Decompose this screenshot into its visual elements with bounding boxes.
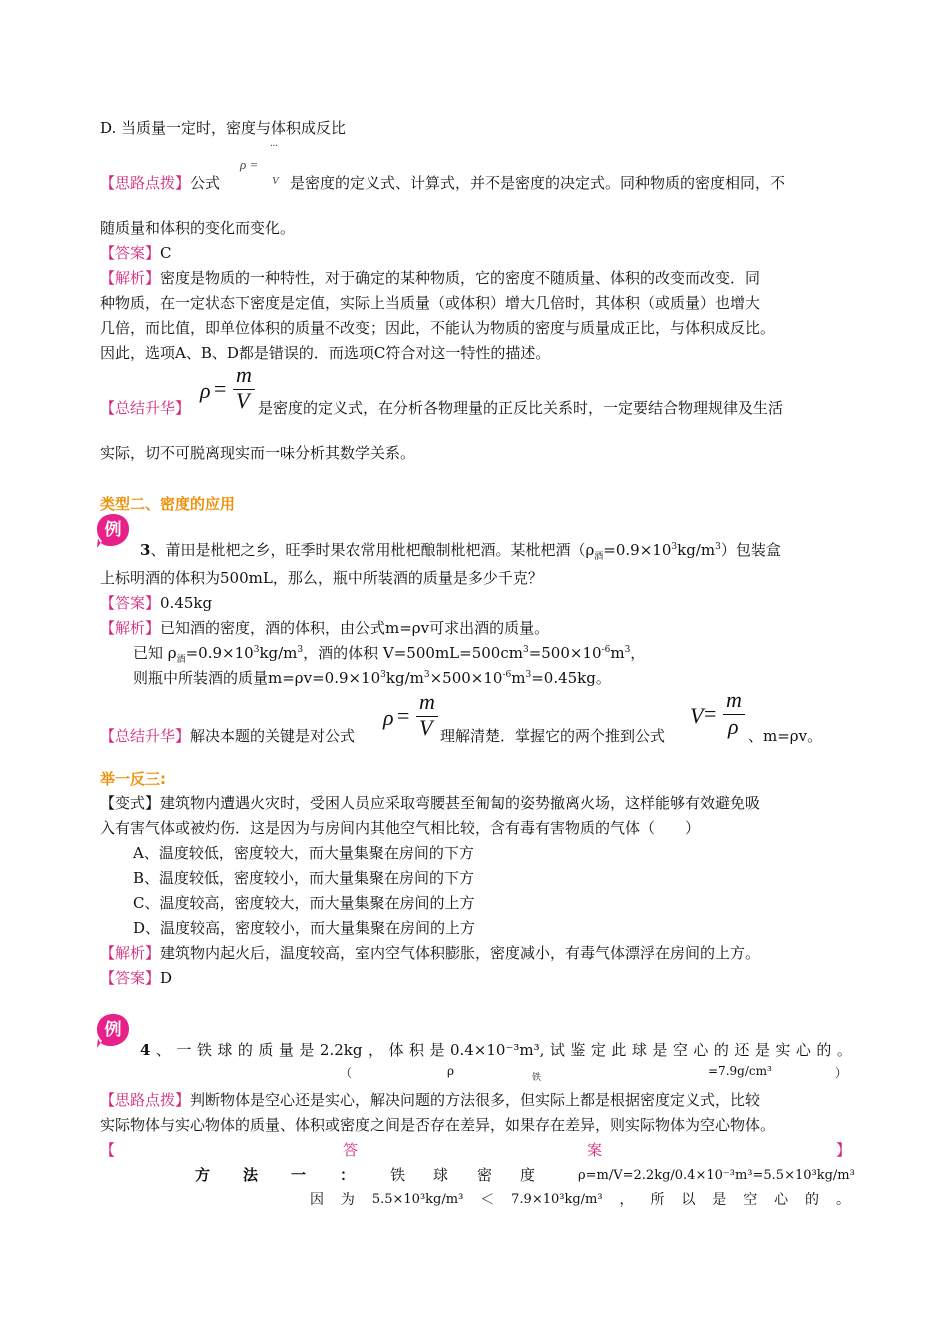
example4-word: 实 bbox=[775, 1041, 791, 1059]
example4-word: 积 bbox=[408, 1041, 424, 1059]
example3-line1 bbox=[140, 540, 781, 567]
formula-rho: ρ bbox=[383, 705, 394, 730]
formula-rho: ρ bbox=[728, 714, 739, 739]
hint-tag: 【思路点拨】 bbox=[100, 1091, 191, 1109]
example4-word: 球 bbox=[217, 1041, 233, 1059]
example4-line2 bbox=[100, 1062, 852, 1086]
analysis-tag: 【解析】 bbox=[100, 269, 161, 287]
summary-text-2: 实际，切不可脱离现实而一味分析其数学关系。 bbox=[100, 444, 416, 462]
example4-word: 此 bbox=[611, 1041, 627, 1059]
answer-1 bbox=[100, 243, 172, 263]
because-word: 5.5×10³kg/m³ bbox=[371, 1192, 464, 1207]
section-title: 类型二、密度的应用 bbox=[100, 495, 236, 513]
example3-text: 、莆田是枇杷之乡，旺季时果农常用枇杷酿制枇杷酒。某枇杷酒（ρ bbox=[150, 541, 595, 559]
formula-m: m bbox=[419, 689, 435, 714]
formula-v: V bbox=[690, 703, 704, 728]
example4-word: 的 bbox=[816, 1041, 832, 1059]
analysis-text: ，酒的体积 V=500mL=500cm bbox=[303, 644, 523, 662]
analysis3-line1 bbox=[100, 618, 549, 638]
analysis-line: 密度是物质的一种特性，对于确定的某种物质，它的密度不随质量、体积的改变而改变．同 bbox=[160, 269, 761, 287]
variant-text: 建筑物内遭遇火灾时，受困人员应采取弯腰甚至匍匐的姿势撤离火场，这样能够有效避免吸 bbox=[160, 794, 761, 812]
formula-eq: = bbox=[704, 701, 717, 726]
analysis-1 bbox=[100, 268, 852, 363]
answer-3 bbox=[100, 593, 212, 613]
variant-line2: 入有害气体或被灼伤．这是因为与房间内其他空气相比较，含有毒有害物质的气体（ ） bbox=[100, 819, 701, 837]
density-formula bbox=[200, 362, 260, 418]
method-one-line bbox=[100, 1165, 855, 1185]
formula-v: V bbox=[236, 388, 250, 413]
variant-analysis bbox=[100, 943, 760, 963]
analysis-line: 因此，选项A、B、D都是错误的．而选项C符合对这一特性的描述。 bbox=[100, 344, 551, 362]
sup-text: 3 bbox=[297, 645, 304, 655]
example4-word: 一 bbox=[176, 1041, 192, 1059]
example4-word: 试 bbox=[549, 1041, 565, 1059]
method-word: 密 bbox=[477, 1166, 493, 1184]
analysis-text: m bbox=[511, 669, 526, 687]
example4-word: 是 bbox=[754, 1041, 770, 1059]
because-word: 是 bbox=[712, 1192, 727, 1208]
answer-char: 答 bbox=[343, 1141, 359, 1159]
example4-word: 0.4×10⁻³m³, bbox=[449, 1041, 545, 1059]
analysis-text: ， bbox=[630, 644, 646, 662]
analysis-text: 已知 ρ bbox=[133, 644, 177, 662]
because-word: 心 bbox=[774, 1192, 789, 1208]
paren-open: （ bbox=[340, 1066, 353, 1080]
variant-option: D、温度较高，密度较小，而大量集聚在房间的上方 bbox=[133, 919, 476, 937]
because-word: ， bbox=[619, 1192, 634, 1208]
answer4-header bbox=[100, 1140, 852, 1160]
paren-close: ） bbox=[835, 1066, 848, 1080]
bracket-open: 【 bbox=[100, 1141, 116, 1159]
answer-tag: 【答案】 bbox=[100, 594, 161, 612]
formula-m: m bbox=[726, 687, 742, 712]
variant-answer bbox=[100, 968, 172, 988]
example-badge-icon bbox=[96, 1012, 130, 1048]
sup-text: 3 bbox=[522, 645, 529, 655]
analysis-text: =0.45kg。 bbox=[531, 669, 611, 687]
example4-word: 空 bbox=[672, 1041, 688, 1059]
analysis3-line3 bbox=[133, 668, 611, 688]
example4-word: ， bbox=[367, 1041, 383, 1059]
sup-text: -6 bbox=[502, 670, 512, 680]
formula-m: m bbox=[236, 362, 252, 387]
because-word: 。 bbox=[835, 1192, 850, 1208]
answer-value: C bbox=[160, 244, 172, 262]
summary-tag bbox=[100, 398, 190, 418]
sup-text: -6 bbox=[601, 645, 611, 655]
sub-text: 酒 bbox=[594, 552, 604, 562]
sup-text: 3 bbox=[380, 670, 386, 680]
because-word: 空 bbox=[743, 1192, 758, 1208]
option-d: D. 当质量一定时，密度与体积成反比 bbox=[100, 119, 347, 137]
method-word: 球 bbox=[433, 1166, 449, 1184]
analysis-line: 种物质，在一定状态下密度是定值，实际上当质量（或体积）增大几倍时，其体积（或质量）也增大 bbox=[100, 294, 761, 312]
formula-eq: = bbox=[214, 376, 227, 401]
example4-word: 还 bbox=[734, 1041, 750, 1059]
method-word: 度 bbox=[520, 1166, 536, 1184]
badge-text: 例 bbox=[104, 1020, 122, 1040]
analysis-tag: 【解析】 bbox=[100, 619, 161, 637]
sup-text: 3 bbox=[253, 645, 260, 655]
summary-text-1: 是密度的定义式，在分析各物理量的正反比关系时，一定要结合物理规律及生活 bbox=[258, 399, 784, 417]
because-word: 7.9×10³kg/m³ bbox=[511, 1192, 603, 1207]
because-line bbox=[310, 1190, 850, 1210]
method-label: 一 bbox=[291, 1166, 307, 1184]
because-word: 的 bbox=[805, 1192, 820, 1208]
variant-line1 bbox=[100, 793, 760, 813]
hint-tag: 【思路点拨】 bbox=[100, 174, 191, 192]
analysis-tag: 【解析】 bbox=[100, 944, 161, 962]
example4-word: 。 bbox=[836, 1041, 852, 1059]
answer-tag: 【答案】 bbox=[100, 969, 161, 987]
hint-lead: 公式 bbox=[190, 174, 221, 192]
because-word: 为 bbox=[340, 1192, 355, 1208]
example4-word: 定 bbox=[590, 1041, 606, 1059]
analysis-text: 则瓶中所装酒的质量m=ρv=0.9×10 bbox=[133, 669, 381, 687]
bracket-close: 】 bbox=[836, 1141, 852, 1159]
answer-value: D bbox=[160, 969, 173, 987]
summary-text: 解决本题的关键是对公式 bbox=[190, 727, 356, 745]
hint-text: 判断物体是空心还是实心，解决问题的方法很多，但实际上都是根据密度定义式，比较 bbox=[190, 1091, 761, 1109]
formula-v: V bbox=[419, 715, 433, 740]
because-word: 所 bbox=[650, 1192, 665, 1208]
sub-text: 铁 bbox=[532, 1073, 542, 1083]
example4-word: 是 bbox=[429, 1041, 445, 1059]
density-value: =7.9g/cm³ bbox=[708, 1064, 772, 1078]
example4-word: 、 bbox=[155, 1041, 171, 1059]
hint-formula-dots: ··· bbox=[270, 141, 278, 152]
practice-title: 举一反三: bbox=[100, 770, 166, 788]
summary-tag: 【总结升华】 bbox=[100, 727, 191, 745]
summary3-text3: 、m=ρv。 bbox=[748, 727, 823, 745]
example4-word: 铁 bbox=[196, 1041, 212, 1059]
example4-word: 心 bbox=[693, 1041, 709, 1059]
badge-text: 例 bbox=[104, 520, 122, 540]
example4-word: 球 bbox=[631, 1041, 647, 1059]
sup-text: 3 bbox=[715, 542, 721, 552]
rho-symbol: ρ bbox=[447, 1064, 455, 1078]
example4-word: 体 bbox=[388, 1041, 404, 1059]
hint-line-1 bbox=[100, 173, 220, 193]
summary3-text2: 理解清楚．掌握它的两个推到公式 bbox=[440, 727, 666, 745]
analysis-text: kg/m bbox=[259, 644, 298, 662]
example4-word: 心 bbox=[795, 1041, 811, 1059]
volume-formula bbox=[690, 687, 750, 745]
answer-value: 0.45kg bbox=[160, 594, 213, 612]
sup-text: 3 bbox=[423, 670, 430, 680]
variant-option: A、温度较低，密度较大，而大量集聚在房间的下方 bbox=[133, 844, 474, 862]
analysis-text: kg/m bbox=[385, 669, 424, 687]
answer-tag: 【答案】 bbox=[100, 244, 161, 262]
example4-word: 是 bbox=[299, 1041, 315, 1059]
hint4-line2: 实际物体与实心物体的质量、体积或密度之间是否存在差异，如果存在差异，则实际物体为空心物体。 bbox=[100, 1116, 776, 1134]
summary3-lead bbox=[100, 726, 355, 746]
analysis3-line2 bbox=[133, 643, 645, 670]
summary-tag-text: 【总结升华】 bbox=[100, 399, 191, 417]
variant-tag: 【变式】 bbox=[100, 794, 161, 812]
because-word: 以 bbox=[681, 1192, 696, 1208]
method-word: 铁 bbox=[390, 1166, 406, 1184]
analysis-text: m bbox=[610, 644, 625, 662]
hint-formula-v: V bbox=[272, 175, 279, 187]
example4-word: 的 bbox=[713, 1041, 729, 1059]
example4-word: 2.2kg bbox=[319, 1041, 363, 1059]
analysis-text: =500×10 bbox=[528, 644, 602, 662]
method-formula: ρ=m/V=2.2kg/0.4×10⁻³m³=5.5×10³kg/m³ bbox=[578, 1168, 855, 1183]
example-number: 4 bbox=[140, 1041, 151, 1059]
because-word: 因 bbox=[310, 1192, 324, 1208]
example4-word: 的 bbox=[237, 1041, 253, 1059]
formula-eq: = bbox=[397, 703, 410, 728]
analysis-line: 几倍，而比值，即单位体积的质量不改变；因此，不能认为物质的密度与质量成正比，与体积成反比。 bbox=[100, 319, 776, 337]
sup-text: 3 bbox=[624, 645, 631, 655]
sup-text: 3 bbox=[525, 670, 532, 680]
example3-text: =0.9×10 bbox=[603, 541, 672, 559]
hint-formula-rho: ρ = bbox=[240, 157, 259, 172]
method-label: 方 bbox=[195, 1166, 211, 1184]
method-label: ： bbox=[340, 1166, 356, 1184]
sup-text: 3 bbox=[671, 542, 678, 552]
example3-text: kg/m bbox=[677, 541, 716, 559]
example4-word: 鉴 bbox=[570, 1041, 586, 1059]
analysis-text: 建筑物内起火后，温度较高，室内空气体积膨胀，密度减小，有毒气体漂浮在房间的上方。 bbox=[160, 944, 761, 962]
hint-text-2: 随质量和体积的变化而变化。 bbox=[100, 219, 296, 237]
example4-word: 质 bbox=[258, 1041, 274, 1059]
because-word: ＜ bbox=[480, 1192, 495, 1208]
variant-option: C、温度较高，密度较大，而大量集聚在房间的上方 bbox=[133, 894, 475, 912]
example-number: 3 bbox=[140, 541, 151, 559]
sub-text: 酒 bbox=[176, 655, 186, 665]
answer-char: 案 bbox=[587, 1141, 603, 1159]
example3-line2: 上标明酒的体积为500mL，那么，瓶中所装酒的质量是多少千克？ bbox=[100, 569, 543, 587]
example4-line1 bbox=[140, 1040, 852, 1060]
example4-word: 是 bbox=[652, 1041, 668, 1059]
analysis-text: 已知酒的密度，酒的体积，由公式m=ρv可求出酒的质量。 bbox=[160, 619, 550, 637]
analysis-text: ×500×10 bbox=[429, 669, 503, 687]
example4-word: 量 bbox=[278, 1041, 294, 1059]
hint-text-1: 是密度的定义式、计算式，并不是密度的决定式。同种物质的密度相同，不 bbox=[290, 174, 786, 192]
example-badge-icon bbox=[96, 512, 130, 548]
hint4-line1 bbox=[100, 1090, 760, 1110]
method-label: 法 bbox=[243, 1166, 259, 1184]
analysis-text: =0.9×10 bbox=[185, 644, 254, 662]
formula-rho: ρ bbox=[200, 378, 211, 403]
example3-text: ）包装盒 bbox=[720, 541, 781, 559]
density-formula-2 bbox=[383, 689, 443, 745]
variant-option: B、温度较低，密度较小，而大量集聚在房间的下方 bbox=[133, 869, 475, 887]
